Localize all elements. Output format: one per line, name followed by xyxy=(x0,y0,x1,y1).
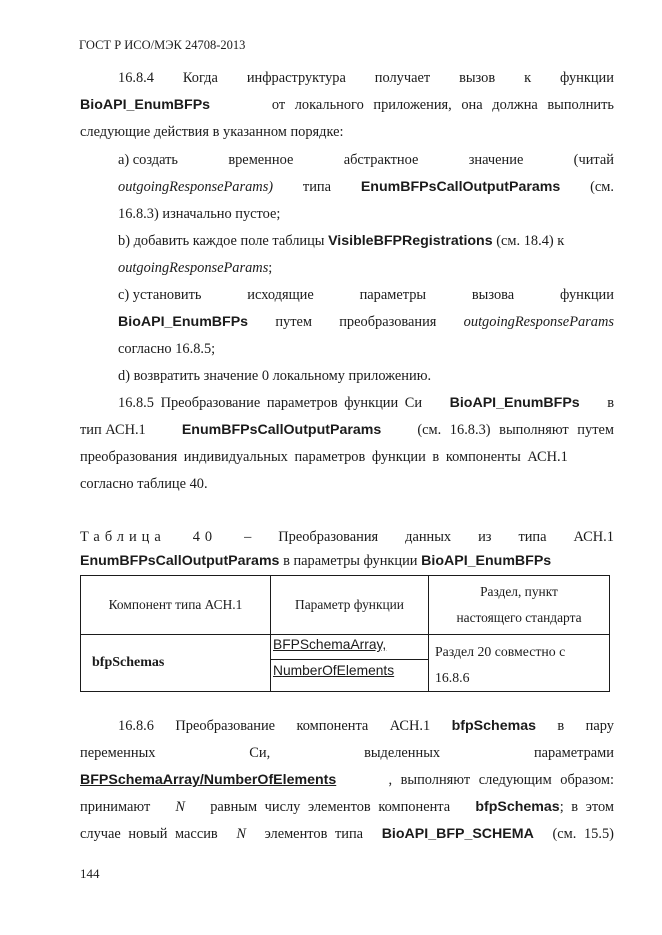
word: исходящие xyxy=(247,287,314,303)
word: АСН.1 xyxy=(573,529,614,545)
variable-name: outgoingResponseParams xyxy=(118,260,269,276)
item-c-line-2 xyxy=(118,314,614,331)
parameter-name: NumberOfElements xyxy=(273,663,395,678)
text: случае новый массив xyxy=(80,826,218,842)
para-16-8-6-line-4 xyxy=(80,799,614,816)
type-name: EnumBFPsCallOutputParams xyxy=(181,422,382,438)
text: от локального приложения, она должна выполнить xyxy=(271,97,614,113)
word: в xyxy=(557,718,565,734)
word: а) создать xyxy=(118,152,178,168)
word: (читай xyxy=(573,152,614,168)
word: из xyxy=(478,529,492,545)
component-name: bfpSchemas xyxy=(475,799,560,815)
text: b) добавить каждое поле таблицы xyxy=(118,233,325,249)
text-group xyxy=(475,799,614,816)
cell-component xyxy=(81,635,271,692)
para-16-8-6-line-2 xyxy=(80,745,614,762)
item-b-line-1 xyxy=(118,233,564,250)
clause-number: 16.8.6 xyxy=(118,718,154,734)
word: к xyxy=(524,70,532,86)
para-16-8-4-line-3: следующие действия в указанном порядке: xyxy=(80,124,344,140)
word: в xyxy=(607,395,614,411)
word: абстрактное xyxy=(343,152,419,168)
para-16-8-5-line-3: преобразования индивидуальных параметров функции в компоненты АСН.1 xyxy=(80,449,568,465)
word: Преобразования xyxy=(278,529,379,545)
word: пару xyxy=(585,718,614,734)
header-text: Параметр функции xyxy=(295,597,404,612)
function-name: BioAPI_EnumBFPs xyxy=(80,97,211,113)
word: функции xyxy=(559,287,614,303)
header-text: настоящего стандарта xyxy=(456,610,582,625)
text: в параметры функции xyxy=(283,553,418,569)
text: (см. 18.4) к xyxy=(496,233,565,249)
table-caption-line-1 xyxy=(80,529,614,546)
header-cell-component xyxy=(81,576,271,635)
item-a-line-2 xyxy=(118,179,614,196)
document-header: ГОСТ Р ИСО/МЭК 24708-2013 xyxy=(79,38,246,52)
word: 40 xyxy=(192,529,218,545)
word: компонента xyxy=(296,718,369,734)
word: типа xyxy=(302,179,331,195)
header-cell-section xyxy=(429,576,610,635)
word: АСН.1 xyxy=(389,718,431,734)
word: вызов xyxy=(459,70,496,86)
cell-parameter xyxy=(271,635,429,692)
page-number: 144 xyxy=(80,866,100,881)
table-caption-line-2 xyxy=(80,553,551,570)
word: Си, xyxy=(249,745,271,761)
word: значение xyxy=(468,152,524,168)
function-name: BioAPI_EnumBFPs xyxy=(421,553,552,569)
table-40 xyxy=(80,575,610,692)
variable-name: outgoingResponseParams xyxy=(463,314,614,330)
item-a-line-3: 16.8.3) изначально пустое; xyxy=(118,206,281,222)
text: элементов типа xyxy=(264,826,364,842)
item-b-line-2 xyxy=(118,260,272,277)
parameter-name: BFPSchemaArray, xyxy=(271,635,428,660)
text: ; в этом xyxy=(559,799,614,815)
word: переменных xyxy=(80,745,156,761)
word: Преобразование xyxy=(175,718,276,734)
type-name: EnumBFPsCallOutputParams xyxy=(80,553,280,569)
type-name: BioAPI_BFP_SCHEMA xyxy=(381,826,534,842)
word: вызова xyxy=(471,287,515,303)
para-16-8-5-line-2 xyxy=(80,422,614,439)
item-d: d) возвратить значение 0 локальному приложению. xyxy=(118,368,432,384)
word: параметры xyxy=(359,287,427,303)
para-16-8-4-line-1 xyxy=(118,70,614,87)
parameter-pair: BFPSchemaArray/NumberOfElements xyxy=(80,772,337,788)
para-16-8-5-line-4: согласно таблице 40. xyxy=(80,476,208,492)
word: функции xyxy=(560,70,614,86)
text: (см. 15.5) xyxy=(552,826,614,842)
punctuation: ; xyxy=(268,260,273,276)
type-name: EnumBFPsCallOutputParams xyxy=(360,179,561,195)
para-16-8-5-line-1 xyxy=(118,395,614,412)
table-row xyxy=(81,635,610,692)
word: (см. xyxy=(590,179,614,195)
para-16-8-6-line-3 xyxy=(80,772,614,789)
text: , выполняют следующим образом: xyxy=(388,772,614,788)
function-name: BioAPI_EnumBFPs xyxy=(449,395,580,411)
header-text: Компонент типа АСН.1 xyxy=(108,597,243,612)
text: тип АСН.1 xyxy=(80,422,146,438)
word: путем xyxy=(275,314,312,330)
variable-name: N xyxy=(175,799,186,815)
para-16-8-6-line-5 xyxy=(80,826,614,843)
word: инфраструктура xyxy=(246,70,346,86)
word: временное xyxy=(228,152,294,168)
word: с) установить xyxy=(118,287,202,303)
word: принимают xyxy=(80,799,151,815)
para-16-8-4-line-2 xyxy=(80,97,614,114)
function-name: BioAPI_EnumBFPs xyxy=(118,314,249,330)
item-a-line-1 xyxy=(118,152,614,169)
word: параметрами xyxy=(533,745,614,761)
word: – xyxy=(244,529,252,545)
word: данных xyxy=(405,529,452,545)
cell-section xyxy=(429,635,610,692)
word: Когда xyxy=(182,70,218,86)
variable-name: outgoingResponseParams) xyxy=(118,179,274,195)
text: равным числу элементов компонента xyxy=(210,799,451,815)
table-header-row xyxy=(81,576,610,635)
item-c-line-1 xyxy=(118,287,614,304)
word: типа xyxy=(518,529,547,545)
section-ref: Раздел 20 совместно с xyxy=(435,644,566,659)
word: получает xyxy=(374,70,431,86)
table-name: VisibleBFPRegistrations xyxy=(328,233,493,249)
text: (см. 16.8.3) выполняют путем xyxy=(417,422,614,438)
text: 16.8.5 Преобразование параметров функции Си xyxy=(118,395,423,411)
word: преобразования xyxy=(339,314,437,330)
clause-number: 16.8.4 xyxy=(118,70,154,86)
para-16-8-6-line-1 xyxy=(118,718,614,735)
word: Таблица xyxy=(80,529,166,545)
item-c-line-3: согласно 16.8.5; xyxy=(118,341,216,357)
section-ref: 16.8.6 xyxy=(435,670,470,685)
variable-name: N xyxy=(236,826,246,842)
component-name: bfpSchemas xyxy=(92,655,165,670)
component-name: bfpSchemas xyxy=(451,718,536,734)
header-cell-parameter xyxy=(271,576,429,635)
word: выделенных xyxy=(364,745,441,761)
header-text: Раздел, пункт xyxy=(480,584,558,599)
